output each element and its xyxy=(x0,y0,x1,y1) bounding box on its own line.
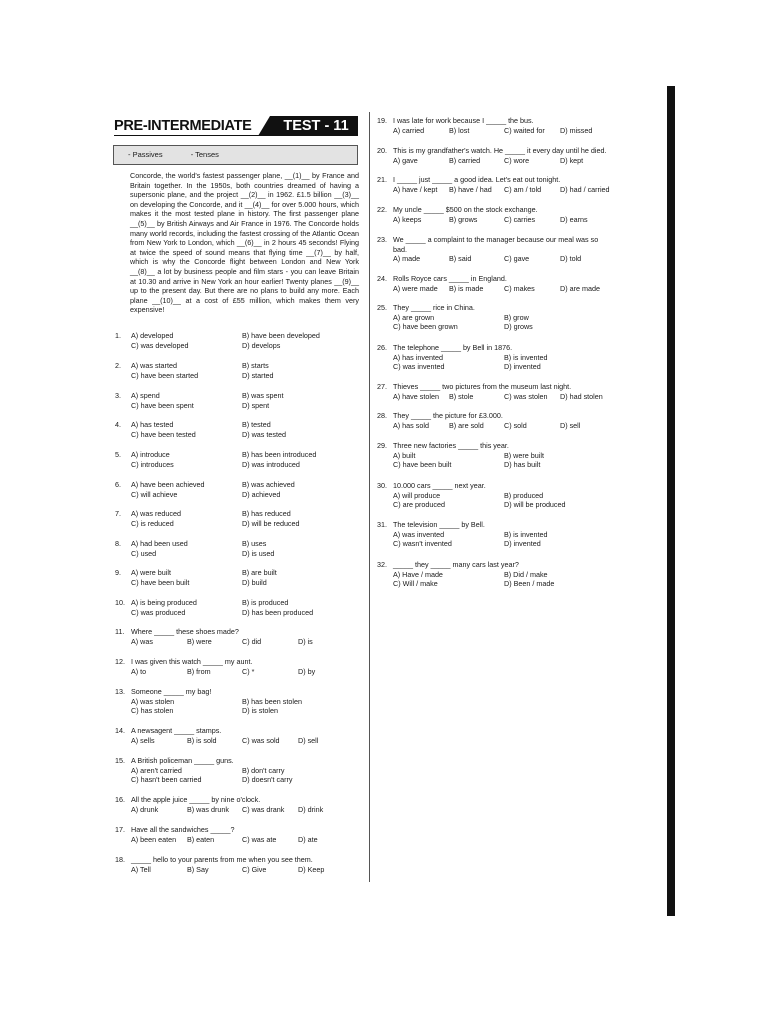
question-item xyxy=(377,411,617,441)
answer-option: C) have been built xyxy=(131,577,190,587)
answer-option: D) spent xyxy=(242,400,270,410)
question-number: 17. xyxy=(115,825,125,834)
question-stem: _____ they _____ many cars last year? xyxy=(393,560,519,569)
answer-option: B) were xyxy=(187,636,212,646)
answer-option: B) has been stolen xyxy=(242,696,302,706)
question-stem: Have all the sandwiches _____? xyxy=(131,825,235,834)
topic-item: - Tenses xyxy=(190,150,219,159)
question-item xyxy=(377,382,617,412)
question-number: 24. xyxy=(377,274,387,283)
question-number: 20. xyxy=(377,146,387,155)
answer-option: C) used xyxy=(131,548,157,558)
answer-option: D) had stolen xyxy=(560,391,603,401)
answer-option: C) Give xyxy=(242,864,267,874)
answer-option: B) lost xyxy=(449,125,470,135)
answer-option: C) was invented xyxy=(393,362,445,372)
answer-option: C) have been started xyxy=(131,370,199,380)
answer-option: B) is sold xyxy=(187,735,217,745)
answer-option: A) have stolen xyxy=(393,391,439,401)
answer-option: B) have been developed xyxy=(242,331,320,340)
question-number: 25. xyxy=(377,303,387,312)
answer-option: A) spend xyxy=(131,391,160,400)
answer-option: B) is made xyxy=(449,283,484,293)
question-number: 29. xyxy=(377,441,387,450)
question-item xyxy=(377,274,617,304)
question-number: 1. xyxy=(115,331,121,340)
answer-option: D) is stolen xyxy=(242,706,278,716)
question-item xyxy=(115,726,355,756)
question-number: 9. xyxy=(115,568,121,577)
question-item xyxy=(377,146,617,176)
answer-option: A) Have / made xyxy=(393,569,443,579)
question-number: 16. xyxy=(115,795,125,804)
answer-option: A) are grown xyxy=(393,312,435,322)
answer-option: D) will be produced xyxy=(504,500,566,510)
answer-option: A) was invented xyxy=(393,529,445,539)
answer-option: D) kept xyxy=(560,155,584,165)
answer-option: D) missed xyxy=(560,125,593,135)
question-item xyxy=(115,480,355,510)
answer-option: B) eaten xyxy=(187,834,215,844)
answer-option: B) was spent xyxy=(242,391,284,400)
answer-option: C) Will / make xyxy=(393,579,438,589)
answer-option: B) is produced xyxy=(242,598,289,607)
question-number: 4. xyxy=(115,420,121,429)
question-item xyxy=(115,450,355,480)
answer-option: C) was produced xyxy=(131,607,186,617)
question-stem: This is my grandfather's watch. He _____ it every day until he died. xyxy=(393,146,607,155)
answer-option: C) are produced xyxy=(393,500,445,510)
answer-option: D) is used xyxy=(242,548,275,558)
answer-option: A) is being produced xyxy=(131,598,197,607)
question-item xyxy=(377,235,617,265)
answer-option: B) were built xyxy=(504,450,544,460)
question-number: 15. xyxy=(115,756,125,765)
question-item xyxy=(115,539,355,569)
question-number: 30. xyxy=(377,481,387,490)
answer-option: C) gave xyxy=(504,254,530,264)
question-stem-cont: bad. xyxy=(393,244,407,254)
answer-option: C) will achieve xyxy=(131,489,178,499)
answer-option: D) drink xyxy=(298,804,324,814)
answer-option: C) waited for xyxy=(504,125,545,135)
answer-option: A) will produce xyxy=(393,490,441,500)
question-number: 21. xyxy=(377,175,387,184)
question-item xyxy=(377,520,617,550)
answer-option: A) carried xyxy=(393,125,425,135)
question-stem: We _____ a complaint to the manager because our meal was so xyxy=(393,235,599,244)
question-stem: Thieves _____ two pictures from the museum last night. xyxy=(393,382,572,391)
answer-option: D) are made xyxy=(560,283,600,293)
question-number: 11. xyxy=(115,627,125,636)
question-item xyxy=(115,627,355,657)
answer-option: B) has been introduced xyxy=(242,450,317,459)
question-stem: All the apple juice _____ by nine o'clock. xyxy=(131,795,261,804)
question-number: 23. xyxy=(377,235,387,244)
answer-option: C) have been grown xyxy=(393,322,458,332)
answer-option: D) had / carried xyxy=(560,184,610,194)
answer-option: B) produced xyxy=(504,490,544,500)
answer-option: A) introduce xyxy=(131,450,170,459)
answer-option: D) has been produced xyxy=(242,607,314,617)
answer-option: D) was introduced xyxy=(242,459,300,469)
question-item xyxy=(115,825,355,855)
answer-option: C) have been spent xyxy=(131,400,194,410)
question-number: 14. xyxy=(115,726,125,735)
question-item xyxy=(115,568,355,598)
answer-option: B) stole xyxy=(449,391,474,401)
question-number: 3. xyxy=(115,391,121,400)
question-number: 18. xyxy=(115,855,125,864)
answer-option: D) grows xyxy=(504,322,533,332)
answer-option: C) makes xyxy=(504,283,535,293)
question-stem: The telephone _____ by Bell in 1876. xyxy=(393,343,513,352)
answer-option: A) sells xyxy=(131,735,155,745)
answer-option: C) did xyxy=(242,636,262,646)
answer-option: D) will be reduced xyxy=(242,518,300,528)
question-number: 28. xyxy=(377,411,387,420)
answer-option: A) gave xyxy=(393,155,418,165)
answer-option: C) is reduced xyxy=(131,518,174,528)
answer-option: C) carries xyxy=(504,214,536,224)
question-stem: Rolls Royce cars _____ in England. xyxy=(393,274,507,283)
answer-option: D) has built xyxy=(504,460,541,470)
answer-option: B) grows xyxy=(449,214,478,224)
answer-option: A) was reduced xyxy=(131,509,181,518)
question-item xyxy=(377,343,617,373)
answer-option: A) been eaten xyxy=(131,834,177,844)
question-number: 13. xyxy=(115,687,125,696)
answer-option: A) aren't carried xyxy=(131,765,182,775)
question-item xyxy=(377,441,617,471)
answer-option: A) was stolen xyxy=(131,696,175,706)
answer-option: C) has stolen xyxy=(131,706,174,716)
answer-option: D) sell xyxy=(560,420,581,430)
question-number: 10. xyxy=(115,598,125,607)
answer-option: B) was drunk xyxy=(187,804,229,814)
question-item xyxy=(115,855,355,885)
answer-option: D) achieved xyxy=(242,489,281,499)
answer-option: A) to xyxy=(131,666,147,676)
question-item xyxy=(377,175,617,205)
topic-item: - Passives xyxy=(128,150,163,159)
answer-option: B) Say xyxy=(187,864,209,874)
answer-option: C) was ate xyxy=(242,834,277,844)
answer-option: C) was stolen xyxy=(504,391,548,401)
question-item xyxy=(115,687,355,717)
answer-option: B) is invented xyxy=(504,352,548,362)
answer-option: C) sold xyxy=(504,420,527,430)
question-item xyxy=(377,560,617,590)
question-stem: They _____ rice in China. xyxy=(393,303,475,312)
answer-option: C) hasn't been carried xyxy=(131,775,202,785)
question-number: 26. xyxy=(377,343,387,352)
answer-option: A) have been achieved xyxy=(131,480,205,489)
answer-option: A) were built xyxy=(131,568,171,577)
answer-option: D) started xyxy=(242,370,274,380)
test-title: TEST - 11 xyxy=(283,118,349,134)
answer-option: B) are built xyxy=(242,568,277,577)
question-item xyxy=(377,481,617,511)
question-stem: Someone _____ my bag! xyxy=(131,687,212,696)
answer-option: C) introduces xyxy=(131,459,174,469)
question-number: 12. xyxy=(115,657,125,666)
answer-option: C) * xyxy=(242,666,255,676)
question-item xyxy=(115,391,355,421)
question-item xyxy=(115,509,355,539)
answer-option: C) was developed xyxy=(131,340,189,350)
answer-option: A) has tested xyxy=(131,420,174,429)
answer-option: B) are sold xyxy=(449,420,484,430)
question-number: 22. xyxy=(377,205,387,214)
topics-box xyxy=(113,145,358,165)
answer-option: A) has sold xyxy=(393,420,429,430)
question-stem: The television _____ by Bell. xyxy=(393,520,485,529)
question-number: 6. xyxy=(115,480,121,489)
question-number: 5. xyxy=(115,450,121,459)
answer-option: C) was drank xyxy=(242,804,285,814)
answer-option: B) uses xyxy=(242,539,267,548)
answer-option: D) sell xyxy=(298,735,319,745)
question-stem: _____ hello to your parents from me when you see them. xyxy=(131,855,313,864)
answer-option: C) am / told xyxy=(504,184,542,194)
answer-option: C) have been tested xyxy=(131,429,196,439)
answer-option: D) invented xyxy=(504,362,541,372)
question-item xyxy=(377,205,617,235)
answer-option: B) grow xyxy=(504,312,529,322)
question-stem: Where _____ these shoes made? xyxy=(131,627,239,636)
question-stem: I _____ just _____ a good idea. Let's eat out tonight. xyxy=(393,175,561,184)
answer-option: B) has reduced xyxy=(242,509,291,518)
answer-option: A) was xyxy=(131,636,153,646)
level-title: PRE-INTERMEDIATE xyxy=(114,118,252,134)
test-header xyxy=(112,116,358,136)
answer-option: B) starts xyxy=(242,361,269,370)
answer-option: A) was started xyxy=(131,361,177,370)
answer-option: B) have / had xyxy=(449,184,492,194)
question-stem: A newsagent _____ stamps. xyxy=(131,726,222,735)
answer-option: D) build xyxy=(242,577,267,587)
question-number: 19. xyxy=(377,116,387,125)
answer-option: D) doesn't carry xyxy=(242,775,293,785)
question-stem: I was given this watch _____ my aunt. xyxy=(131,657,253,666)
question-number: 32. xyxy=(377,560,387,569)
answer-option: B) was achieved xyxy=(242,480,295,489)
question-stem: They _____ the picture for £3.000. xyxy=(393,411,503,420)
answer-option: B) tested xyxy=(242,420,271,429)
answer-option: C) wasn't invented xyxy=(393,539,452,549)
answer-option: A) has invented xyxy=(393,352,443,362)
answer-option: A) have / kept xyxy=(393,184,438,194)
question-item xyxy=(115,331,355,361)
question-item xyxy=(377,303,617,333)
answer-option: A) were made xyxy=(393,283,438,293)
answer-option: B) carried xyxy=(449,155,481,165)
answer-option: D) ate xyxy=(298,834,318,844)
answer-option: C) wore xyxy=(504,155,530,165)
answer-option: A) drunk xyxy=(131,804,159,814)
question-item xyxy=(115,420,355,450)
answer-option: D) was tested xyxy=(242,429,286,439)
question-number: 31. xyxy=(377,520,387,529)
answer-option: B) Did / make xyxy=(504,569,548,579)
answer-option: D) is xyxy=(298,636,313,646)
answer-option: B) don't carry xyxy=(242,765,285,775)
answer-option: A) had been used xyxy=(131,539,188,548)
answer-option: B) said xyxy=(449,254,472,264)
answer-option: B) from xyxy=(187,666,211,676)
answer-option: A) built xyxy=(393,450,416,460)
question-item xyxy=(115,795,355,825)
answer-option: D) Keep xyxy=(298,864,325,874)
answer-option: D) earns xyxy=(560,214,588,224)
column-divider xyxy=(369,112,370,882)
answer-option: C) have been built xyxy=(393,460,452,470)
question-stem: Three new factories _____ this year. xyxy=(393,441,509,450)
question-item xyxy=(115,756,355,786)
answer-option: D) invented xyxy=(504,539,541,549)
page-edge-bar xyxy=(667,86,675,916)
answer-option: D) develops xyxy=(242,340,281,350)
answer-option: D) Been / made xyxy=(504,579,555,589)
answer-option: A) keeps xyxy=(393,214,422,224)
question-number: 27. xyxy=(377,382,387,391)
question-stem: A British policeman _____ guns. xyxy=(131,756,234,765)
question-stem: 10.000 cars _____ next year. xyxy=(393,481,486,490)
question-number: 8. xyxy=(115,539,121,548)
answer-option: C) was sold xyxy=(242,735,280,745)
answer-option: D) by xyxy=(298,666,316,676)
question-item xyxy=(377,116,617,146)
question-stem: My uncle _____ $500 on the stock exchange. xyxy=(393,205,538,214)
question-number: 7. xyxy=(115,509,121,518)
question-item xyxy=(115,361,355,391)
answer-option: A) made xyxy=(393,254,421,264)
question-item xyxy=(115,598,355,628)
answer-option: A) developed xyxy=(131,331,174,340)
answer-option: B) is invented xyxy=(504,529,548,539)
reading-passage: Concorde, the world's fastest passenger plane, __(1)__ by France and Britain together. In the 1950s, both countries dreamed of having a supersonic plane, and the project __(2)__ in 1962. £1.5 billion __(3)__ on developing the Concorde, and it __(4)__ for over 5.000 hours, which makes it the most tested plane in history. The first passenger plane __(5)__ by British Airways and Air France in 1976. The Concorde holds many world records, including the fastest crossing of the Atlantic Ocean from New York to London, which __(6)__ in 2 hours 45 seconds! Flying at twice the speed of sound means that flying time __(7)__ by half, which is why the Concorde flight between London and New York __(8)__ a lot by business people and film stars - you can leave Britain at 10.30 and arrive in New York an hour earlier! Twenty planes __(9)__ up to the present day. But there are no plans to build any more. Each plane __(10)__ at a cost of £55 million, which makes them very expensive! xyxy=(130,171,359,315)
question-number: 2. xyxy=(115,361,121,370)
question-item xyxy=(115,657,355,687)
question-stem: I was late for work because I _____ the bus. xyxy=(393,116,534,125)
answer-option: D) told xyxy=(560,254,582,264)
answer-option: A) Tell xyxy=(131,864,151,874)
